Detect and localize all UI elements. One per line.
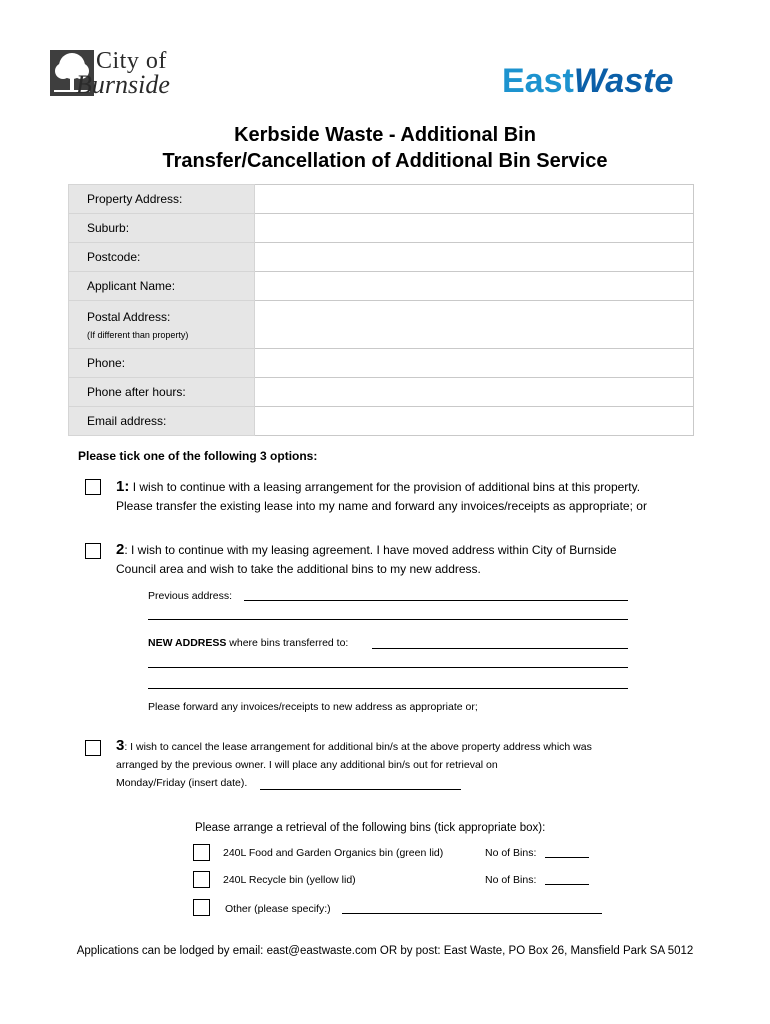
forward-note: Please forward any invoices/receipts to new address as appropriate or; xyxy=(148,701,478,713)
phone-label: Phone: xyxy=(69,349,255,378)
phone-field[interactable] xyxy=(255,349,694,378)
retrieval-heading: Please arrange a retrieval of the following bins (tick appropriate box): xyxy=(195,822,546,834)
eastwaste-logo-east: East xyxy=(502,62,574,100)
city-of-burnside-logo xyxy=(50,48,200,100)
option1-checkbox[interactable] xyxy=(85,479,101,495)
option3-checkbox[interactable] xyxy=(85,740,101,756)
option3-line1: : I wish to cancel the lease arrangement for additional bin/s at the above property address which was xyxy=(124,741,592,753)
email-label: Email address: xyxy=(69,407,255,436)
suburb-field[interactable] xyxy=(255,214,694,243)
form-title-line1: Kerbside Waste - Additional Bin xyxy=(234,124,536,146)
option3-line3: Monday/Friday (insert date). xyxy=(116,777,248,789)
green-bin-label: 240L Food and Garden Organics bin (green lid) xyxy=(223,847,444,859)
eastwaste-logo-waste: Waste xyxy=(573,62,674,100)
option2-line1: : I wish to continue with my leasing agreement. I have moved address within City of Burnside xyxy=(124,543,617,557)
suburb-label: Suburb: xyxy=(69,214,255,243)
phone-after-hours-field[interactable] xyxy=(255,378,694,407)
option1-number: 1: xyxy=(116,478,130,495)
recycle-bin-count-label: No of Bins: xyxy=(485,874,537,886)
option3-line2: arranged by the previous owner. I will place any additional bin/s out for retrieval on xyxy=(116,759,498,771)
new-address-line-3[interactable] xyxy=(148,688,628,689)
option1-line1: I wish to continue with a leasing arrangement for the provision of additional bins at this property. xyxy=(132,480,641,494)
option2-text xyxy=(116,540,716,579)
recycle-bin-label: 240L Recycle bin (yellow lid) xyxy=(223,874,356,886)
phone-after-hours-label: Phone after hours: xyxy=(69,378,255,407)
green-bin-count-line[interactable] xyxy=(545,857,589,858)
recycle-bin-checkbox[interactable] xyxy=(193,871,210,888)
previous-address-label: Previous address: xyxy=(148,590,233,602)
applicant-name-label: Applicant Name: xyxy=(69,272,255,301)
postal-address-note: (If different than property) xyxy=(87,329,189,340)
form-title-line2: Transfer/Cancellation of Additional Bin Service xyxy=(162,150,608,172)
other-bin-checkbox[interactable] xyxy=(193,899,210,916)
other-bin-label: Other (please specify:) xyxy=(225,903,331,915)
option3-text xyxy=(116,737,716,792)
new-address-line-2[interactable] xyxy=(148,667,628,668)
logo-text-city-of: City of xyxy=(96,48,167,74)
logo-text-burnside: Burnside xyxy=(76,70,170,99)
new-address-line-1[interactable] xyxy=(372,648,628,649)
green-bin-checkbox[interactable] xyxy=(193,844,210,861)
recycle-bin-count-line[interactable] xyxy=(545,884,589,885)
footer-lodgement-info: Applications can be lodged by email: east@eastwaste.com OR by post: East Waste, PO Box 26, Mansfield Park SA 5012 xyxy=(76,945,694,957)
previous-address-line-2[interactable] xyxy=(148,619,628,620)
postal-address-label-text: Postal Address: xyxy=(87,309,171,324)
postcode-label: Postcode: xyxy=(69,243,255,272)
option1-text xyxy=(116,477,716,516)
option2-line2: Council area and wish to take the additional bins to my new address. xyxy=(116,562,481,576)
previous-address-line-1[interactable] xyxy=(244,600,628,601)
new-address-rest: where bins transferred to: xyxy=(226,637,349,649)
new-address-bold: NEW ADDRESS xyxy=(148,637,227,649)
property-address-field[interactable] xyxy=(255,185,694,214)
green-bin-count-label: No of Bins: xyxy=(485,847,537,859)
option2-checkbox[interactable] xyxy=(85,543,101,559)
eastwaste-logo xyxy=(502,62,673,101)
postal-address-field[interactable] xyxy=(255,301,694,349)
instructions-text: Please tick one of the following 3 options: xyxy=(78,449,318,463)
retrieval-date-line[interactable] xyxy=(260,789,461,790)
postal-address-label xyxy=(69,301,255,349)
property-address-label: Property Address: xyxy=(69,185,255,214)
applicant-name-field[interactable] xyxy=(255,272,694,301)
email-field[interactable] xyxy=(255,407,694,436)
option1-line2: Please transfer the existing lease into my name and forward any invoices/receipts as appropriate; or xyxy=(116,499,647,513)
property-details-table xyxy=(68,184,694,436)
postcode-field[interactable] xyxy=(255,243,694,272)
option3-number: 3 xyxy=(116,737,125,754)
option2-number: 2 xyxy=(116,541,125,558)
other-bin-specify-line[interactable] xyxy=(342,913,602,914)
new-address-label xyxy=(148,637,348,649)
